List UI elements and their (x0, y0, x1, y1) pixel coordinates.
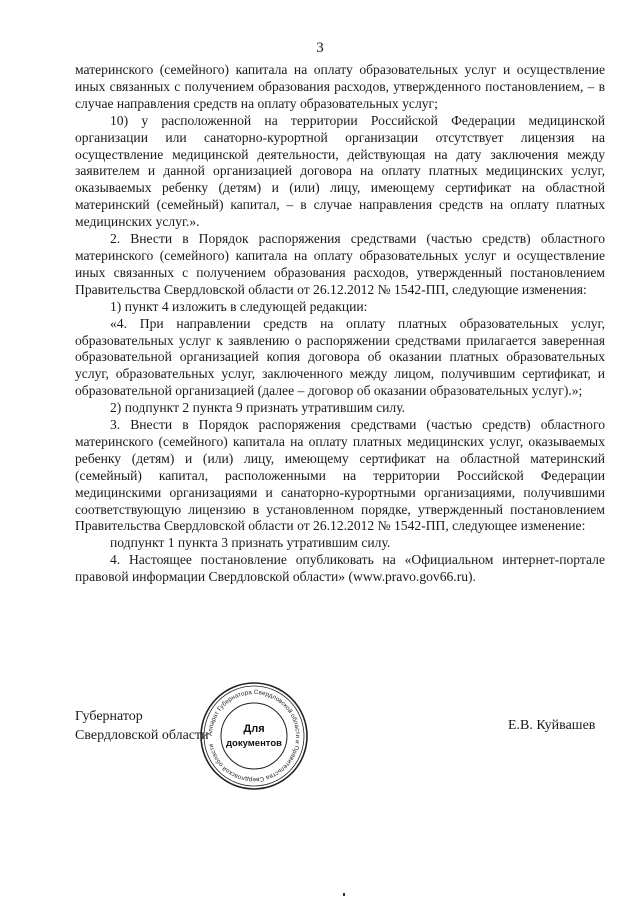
signatory-title-line1: Губернатор (75, 709, 143, 724)
paragraph-item-10: 10) у расположенной на территории Российской Федерации медицинской организации или санаторно-курортной организации отсутствует лицензия на осуществление медицинской деятельности, действующая на дату заключения между заявителем и данной организацией договора на оплату платных медицинских услуг, оказываемых ребенку (детям) и (или) лицу, имеющему сертификат на областной материнский (семейный) капитал, – в случае направления средств на оплату платных медицинских услуг.». (75, 112, 605, 230)
paragraph-section-3-change: подпункт 1 пункта 3 признать утратившим силу. (110, 535, 391, 551)
paragraph-continuation: материнского (семейного) капитала на оплату образовательных услуг и осуществление иных связанных с получением образования расходов, утвержденного постановлением, – в случае направления средств на оплату образовательных услуг; (75, 62, 605, 111)
official-stamp (198, 680, 310, 792)
paragraph-section-4: 4. Настоящее постановление опубликовать на «Официальном интернет-портале правовой информации Свердловской области» (www.pravo.gov66.ru). (75, 552, 605, 585)
signatory-title (75, 707, 209, 745)
paragraph-quoted-point-4: «4. При направлении средств на оплату платных образовательных услуг, образовательных услуг к заявлению о распоряжении средствами прилагается заверенная образовательной организацией копия договора об оказании платных образовательных услуг, образовательных услуг, заключенного между лицом, получившим сертификат, и образовательной организацией (далее – договор об оказании образовательных услуг).»; (75, 315, 605, 399)
paragraph-subitem-1: 1) пункт 4 изложить в следующей редакции: (110, 298, 368, 314)
signatory-name: Е.В. Куйвашев (508, 718, 596, 733)
signatory-title-line2: Свердловской области (75, 728, 209, 743)
paragraph-section-3: 3. Внести в Порядок распоряжения средствами (частью средств) областного материнского (семейного) капитала на оплату платных медицинских услуг, оказываемых ребенку (детям) и (или) лицу, имеющему сертификат на областной материнский (семейный) капитал, расположенными на территории Российской Федерации медицинскими организациями и санаторно-курортными организациями, получившими соответствующую лицензию в установленном порядке, утвержденный постановлением Правительства Свердловской области от 26.12.2012 № 1542-ПП, следующее изменение: (75, 417, 605, 534)
document-body (75, 62, 605, 586)
page-number: 3 (316, 40, 324, 56)
stamp-center-line1: Для (243, 723, 265, 735)
scan-speck (343, 893, 345, 896)
svg-text:Аппарат Губернатора Свердловск: Аппарат Губернатора Свердловской области и Правительства Свердловской области (206, 688, 302, 784)
paragraph-subitem-2: 2) подпункт 2 пункта 9 признать утратившим силу. (110, 400, 406, 416)
paragraph-section-2: 2. Внести в Порядок распоряжения средствами (частью средств) областного материнского (семейного) капитала на оплату образовательных услуг и осуществление иных связанных с получением образования расходов, утвержденный постановлением Правительства Свердловской области от 26.12.2012 № 1542-ПП, следующие изменения: (75, 231, 605, 297)
stamp-center-line2: документов (226, 738, 282, 749)
